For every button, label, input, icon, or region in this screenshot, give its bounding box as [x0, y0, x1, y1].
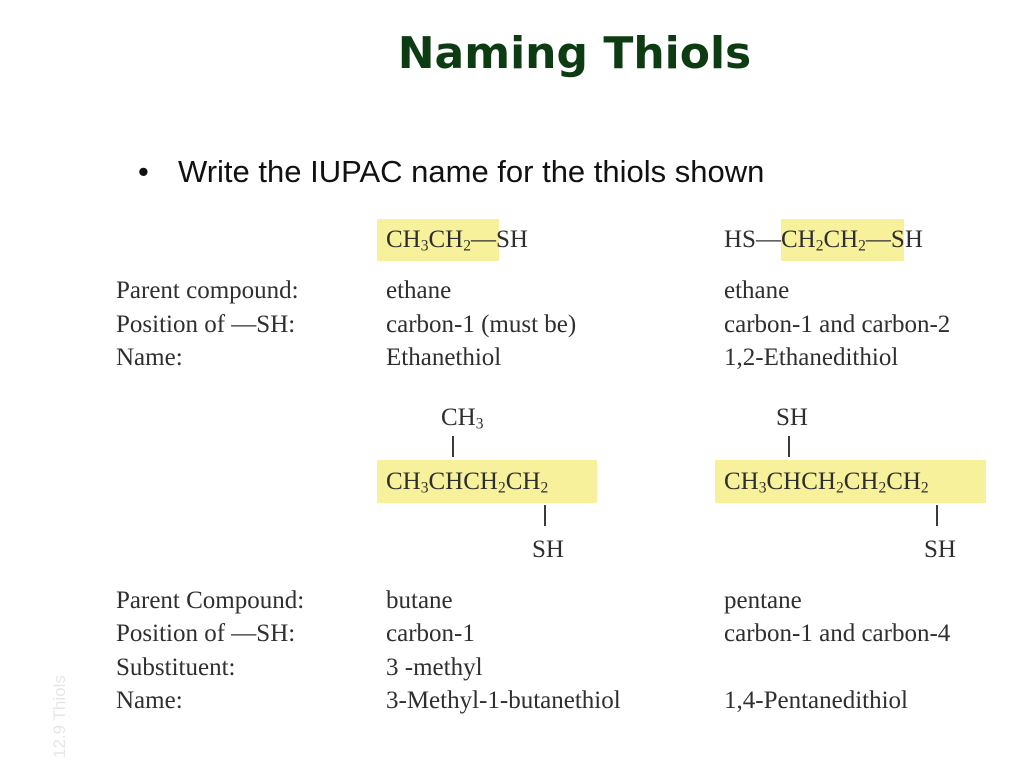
chain-butanethiol: $CH_3CHCH_2CH_2$ [386, 468, 549, 497]
bullet-dot-icon: • [138, 154, 149, 189]
value-name-ethanedithiol: 1,2-Ethanedithiol [724, 344, 899, 371]
value-parent-butanethiol: butane [386, 587, 453, 614]
bond-branch-sh [788, 436, 790, 457]
end-sh-butanethiol: SH [532, 536, 564, 563]
label-position-sh-2: Position of —SH: [116, 620, 296, 647]
label-substituent: Substituent: [116, 654, 236, 681]
label-parent-compound: Parent compound: [116, 277, 299, 304]
label-parent-compound-2: Parent Compound: [116, 587, 305, 614]
value-parent-ethanedithiol: ethane [724, 277, 790, 304]
value-position-ethanedithiol: carbon-1 and carbon-2 [724, 311, 951, 338]
branch-methyl: $CH_3$ [441, 404, 484, 433]
value-position-pentanedithiol: carbon-1 and carbon-4 [724, 620, 951, 647]
bond-methyl [452, 436, 454, 457]
branch-sh-pentanedithiol: SH [776, 404, 808, 431]
page-title: Naming Thiols [397, 28, 752, 79]
value-name-ethanethiol: Ethanethiol [386, 344, 502, 371]
label-name-2: Name: [116, 687, 183, 714]
bullet-text: Write the IUPAC name for the thiols shown [178, 154, 765, 189]
label-name: Name: [116, 344, 183, 371]
value-name-butanethiol: 3-Methyl-1-butanethiol [386, 687, 621, 714]
bond-end-sh [936, 505, 938, 526]
value-position-butanethiol: carbon-1 [386, 620, 475, 647]
value-position-ethanethiol: carbon-1 (must be) [386, 311, 577, 338]
value-substituent-butanethiol: 3 -methyl [386, 654, 483, 681]
value-name-pentanedithiol: 1,4-Pentanedithiol [724, 687, 908, 714]
value-parent-ethanethiol: ethane [386, 277, 452, 304]
bullet-point [138, 154, 764, 190]
formula-ethanethiol: $CH_3CH_2—SH$ [386, 226, 528, 255]
bond-sh-butanethiol [544, 505, 546, 526]
chain-pentanedithiol: $CH_3CHCH_2CH_2CH_2$ [724, 468, 929, 497]
end-sh-pentanedithiol: SH [924, 536, 956, 563]
formula-ethanedithiol: $HS—CH_2CH_2—SH$ [724, 226, 923, 255]
value-parent-pentanedithiol: pentane [724, 587, 802, 614]
label-position-sh: Position of —SH: [116, 311, 296, 338]
section-side-label: 12.9 Thiols [50, 675, 69, 758]
